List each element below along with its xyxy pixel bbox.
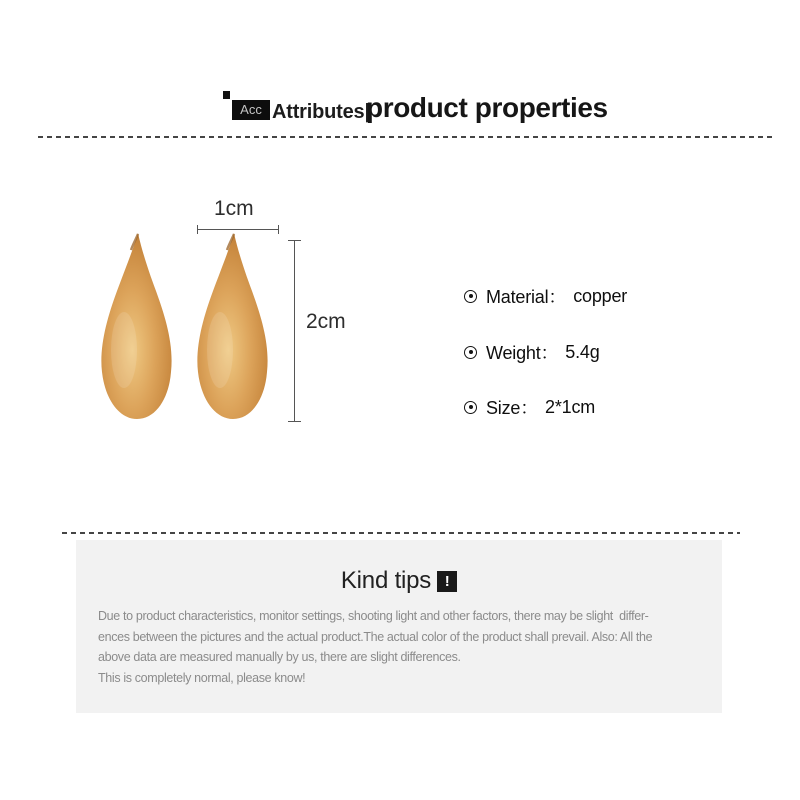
divider-dashed-bottom <box>62 532 740 534</box>
property-label: Size： <box>486 398 539 418</box>
height-dimension-label: 2cm <box>306 310 346 333</box>
tips-line: This is completely normal, please know! <box>98 670 306 685</box>
property-value: 2*1cm <box>545 396 596 417</box>
tips-line: Due to product characteristics, monitor settings, shooting light and other factors, there may be slight differ- <box>98 609 649 623</box>
property-row-material <box>464 283 627 309</box>
property-row-size <box>464 394 595 420</box>
earring-right-image <box>197 233 267 419</box>
property-row-weight <box>464 339 600 365</box>
page-title: product properties <box>366 92 608 123</box>
tips-line: ences between the pictures and the actual product.The actual color of the product shall prevail. Also: All the <box>98 629 653 644</box>
attributes-label: Attributes| <box>272 101 370 123</box>
tick-right <box>278 225 279 234</box>
divider-dashed-top <box>38 136 775 138</box>
width-dimension-line <box>197 229 279 230</box>
kind-tips-body <box>98 606 652 688</box>
kind-tips-panel <box>76 540 722 713</box>
bullet-icon <box>464 401 477 414</box>
bullet-icon <box>464 290 477 303</box>
tips-line: above data are measured manually by us, there are slight differences. <box>98 650 461 664</box>
kind-tips-title <box>76 567 722 595</box>
width-dimension-label: 1cm <box>214 197 254 220</box>
earring-left-image <box>101 233 171 419</box>
property-value: 5.4g <box>565 341 600 362</box>
property-label: Weight： <box>486 343 559 363</box>
brand-badge: Acc <box>232 100 270 120</box>
header-square-mark <box>223 91 230 99</box>
tick-left <box>197 225 198 234</box>
kind-tips-title-text: Kind tips <box>340 567 432 594</box>
cap-bottom <box>288 421 301 422</box>
cap-top <box>288 240 301 241</box>
exclamation-icon: ! <box>437 571 457 592</box>
property-label: Material： <box>486 287 567 307</box>
height-dimension-line <box>294 240 295 422</box>
earrings-photo <box>90 228 282 424</box>
bullet-icon <box>464 346 477 359</box>
property-value: copper <box>573 285 628 306</box>
